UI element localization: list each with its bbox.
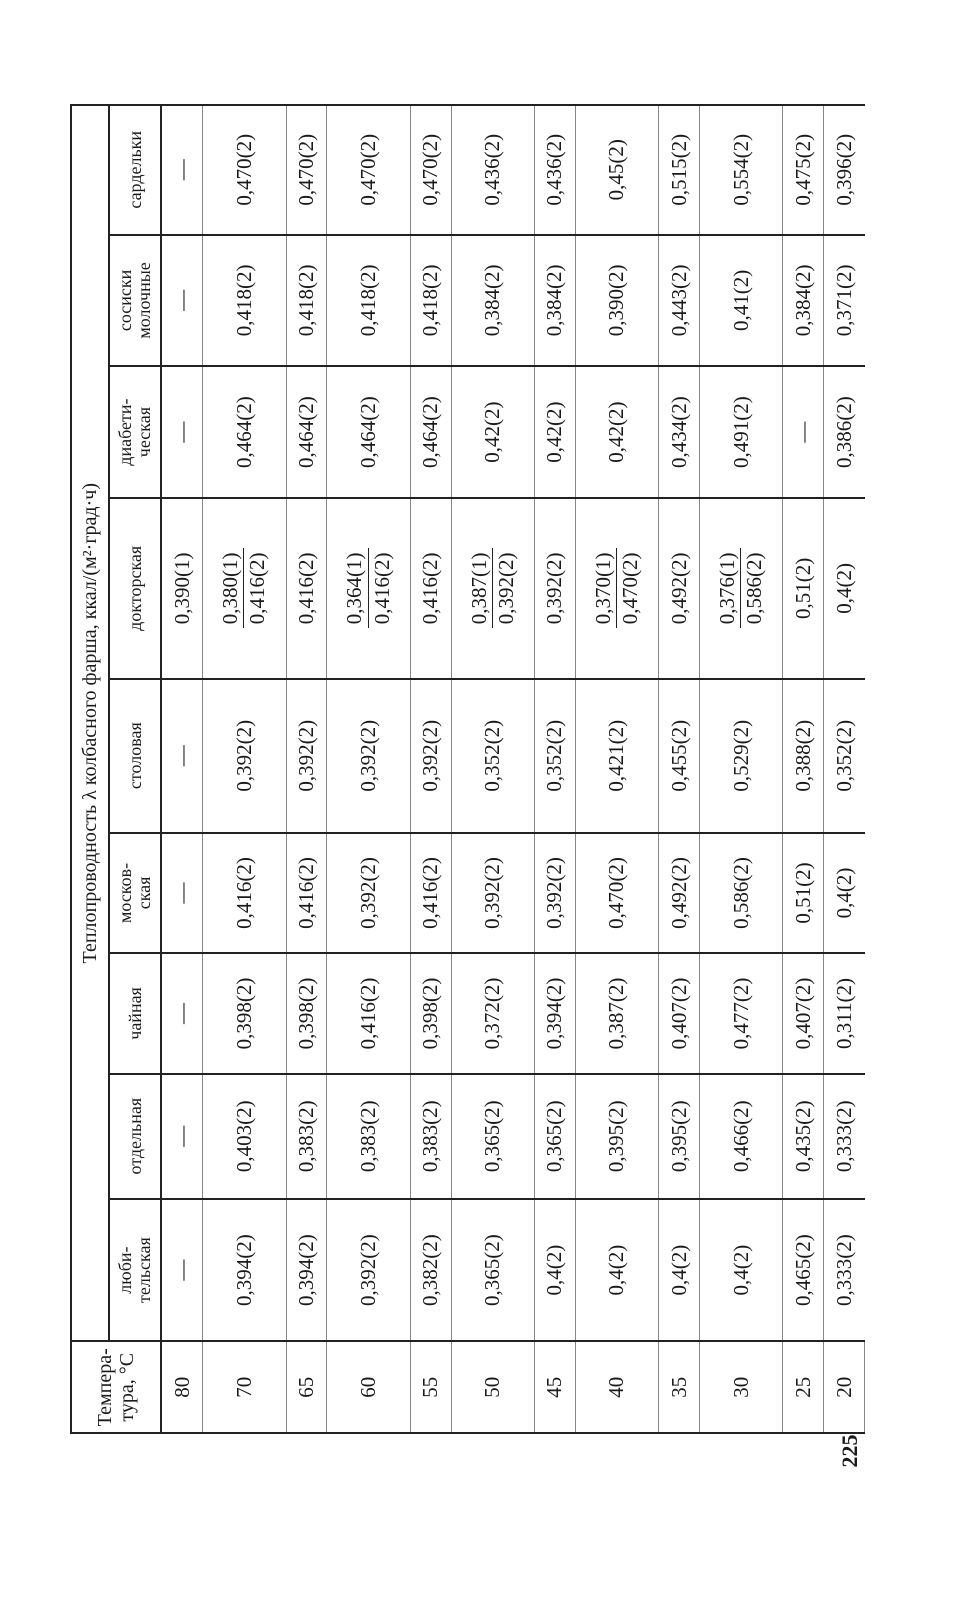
value-cell: 0,365(2) (451, 1199, 534, 1342)
fraction-value (218, 548, 269, 628)
value-cell: 0,403(2) (203, 1074, 286, 1199)
value-cell: 0,384(2) (451, 235, 534, 367)
value-cell: 0,421(2) (575, 679, 658, 833)
value-cell: 0,416(2) (410, 498, 451, 679)
table-row (659, 105, 700, 1433)
value-cell: 0,42(2) (534, 366, 575, 498)
value-cell: 0,390(1) (161, 498, 203, 679)
value-cell: 0,434(2) (659, 366, 700, 498)
value-cell: 0,384(2) (783, 235, 824, 367)
value-cell: 0,455(2) (659, 679, 700, 833)
temperature-cell: 30 (699, 1342, 782, 1434)
value-cell: 0,398(2) (286, 953, 327, 1074)
fraction-value (591, 548, 642, 628)
column-header: диабети- ческая (109, 366, 161, 498)
value-cell: 0,42(2) (575, 366, 658, 498)
value-cell: 0,418(2) (203, 235, 286, 367)
fraction-value (342, 548, 393, 628)
value-cell: 0,365(2) (534, 1074, 575, 1199)
value-cell: 0,392(2) (534, 498, 575, 679)
value-cell: 0,491(2) (699, 366, 782, 498)
value-cell: 0,392(2) (327, 833, 410, 954)
value-cell: 0,436(2) (534, 105, 575, 235)
value-cell: 0,382(2) (410, 1199, 451, 1342)
temperature-cell: 60 (327, 1342, 410, 1434)
value-cell: 0,398(2) (203, 953, 286, 1074)
temperature-cell: 40 (575, 1342, 658, 1434)
value-cell: 0,383(2) (286, 1074, 327, 1199)
value-cell: 0,470(2) (286, 105, 327, 235)
column-header: столовая (109, 679, 161, 833)
temperature-cell: 50 (451, 1342, 534, 1434)
value-cell: 0,4(2) (824, 498, 865, 679)
value-cell: 0,392(2) (327, 1199, 410, 1342)
value-cell: 0,398(2) (410, 953, 451, 1074)
value-cell: — (161, 366, 203, 498)
temperature-cell: 20 (824, 1342, 865, 1434)
value-cell: 0,395(2) (659, 1074, 700, 1199)
table-row (327, 105, 410, 1433)
value-cell: 0,384(2) (534, 235, 575, 367)
value-cell: 0,470(2) (327, 105, 410, 235)
value-cell: 0,392(2) (203, 679, 286, 833)
table-row (203, 105, 286, 1433)
value-cell: 0,416(2) (286, 498, 327, 679)
value-cell: 0,372(2) (451, 953, 534, 1074)
value-cell (575, 498, 658, 679)
fraction-numerator: 0,387(1) (467, 548, 493, 628)
table-row (534, 105, 575, 1433)
value-cell: 0,311(2) (824, 953, 865, 1074)
value-cell: 0,416(2) (203, 833, 286, 954)
value-cell: — (783, 366, 824, 498)
temperature-cell: 25 (783, 1342, 824, 1434)
value-cell: 0,418(2) (410, 235, 451, 367)
value-cell: 0,392(2) (327, 679, 410, 833)
value-cell: 0,492(2) (659, 498, 700, 679)
value-cell: 0,392(2) (451, 833, 534, 954)
fraction-denominator: 0,416(2) (369, 552, 394, 625)
temperature-cell: 45 (534, 1342, 575, 1434)
fraction-value (467, 548, 518, 628)
column-header: москов- ская (109, 833, 161, 954)
value-cell: 0,407(2) (783, 953, 824, 1074)
value-cell: 0,4(2) (699, 1199, 782, 1342)
temperature-cell: 80 (161, 1342, 203, 1434)
value-cell (327, 498, 410, 679)
column-header: сардельки (109, 105, 161, 235)
value-cell: 0,390(2) (575, 235, 658, 367)
value-cell: 0,4(2) (659, 1199, 700, 1342)
value-cell: 0,394(2) (286, 1199, 327, 1342)
value-cell (699, 498, 782, 679)
value-cell: 0,554(2) (699, 105, 782, 235)
fraction-denominator: 0,416(2) (245, 552, 270, 625)
column-header: отдельная (109, 1074, 161, 1199)
thermal-conductivity-table (70, 104, 865, 1434)
value-cell: 0,418(2) (327, 235, 410, 367)
table-row (783, 105, 824, 1433)
value-cell: 0,392(2) (286, 679, 327, 833)
value-cell: 0,436(2) (451, 105, 534, 235)
temperature-cell: 55 (410, 1342, 451, 1434)
value-cell: 0,416(2) (410, 833, 451, 954)
value-cell: 0,51(2) (783, 833, 824, 954)
table-row (410, 105, 451, 1433)
fraction-numerator: 0,380(1) (218, 548, 244, 628)
rotated-table-wrapper (70, 104, 865, 1434)
page-number: 225 (837, 1434, 862, 1468)
table-row (699, 105, 782, 1433)
value-cell: 0,383(2) (410, 1074, 451, 1199)
value-cell: 0,392(2) (534, 833, 575, 954)
column-header: люби- тельская (109, 1199, 161, 1342)
table-row (286, 105, 327, 1433)
value-cell: 0,392(2) (410, 679, 451, 833)
value-cell: 0,435(2) (783, 1074, 824, 1199)
value-cell (203, 498, 286, 679)
value-cell: 0,464(2) (286, 366, 327, 498)
value-cell: 0,470(2) (410, 105, 451, 235)
fraction-value (715, 548, 766, 628)
value-cell: 0,470(2) (203, 105, 286, 235)
fraction-numerator: 0,370(1) (591, 548, 617, 628)
temperature-cell: 35 (659, 1342, 700, 1434)
value-cell: 0,387(2) (575, 953, 658, 1074)
table-row (451, 105, 534, 1433)
value-cell: 0,395(2) (575, 1074, 658, 1199)
value-cell: 0,42(2) (451, 366, 534, 498)
column-header: докторская (109, 498, 161, 679)
value-cell: 0,407(2) (659, 953, 700, 1074)
value-cell: 0,470(2) (575, 833, 658, 954)
value-cell: 0,333(2) (824, 1074, 865, 1199)
value-cell: 0,443(2) (659, 235, 700, 367)
value-cell: — (161, 1199, 203, 1342)
value-cell: 0,464(2) (327, 366, 410, 498)
value-cell: 0,352(2) (534, 679, 575, 833)
table-row (824, 105, 865, 1433)
value-cell: 0,394(2) (203, 1199, 286, 1342)
temperature-cell: 70 (203, 1342, 286, 1434)
table-row (161, 105, 203, 1433)
temperature-cell: 65 (286, 1342, 327, 1434)
value-cell: 0,396(2) (824, 105, 865, 235)
value-cell: 0,386(2) (824, 366, 865, 498)
value-cell: 0,464(2) (203, 366, 286, 498)
value-cell: 0,333(2) (824, 1199, 865, 1342)
value-cell: 0,475(2) (783, 105, 824, 235)
value-cell: 0,416(2) (327, 953, 410, 1074)
fraction-numerator: 0,376(1) (715, 548, 741, 628)
value-cell: 0,4(2) (575, 1199, 658, 1342)
value-cell: — (161, 235, 203, 367)
header-temperature: Темпера- тура, °С (71, 1342, 161, 1434)
column-header: чайная (109, 953, 161, 1074)
fraction-denominator: 0,470(2) (617, 552, 642, 625)
fraction-denominator: 0,586(2) (742, 552, 767, 625)
value-cell: 0,371(2) (824, 235, 865, 367)
value-cell: 0,51(2) (783, 498, 824, 679)
value-cell: 0,41(2) (699, 235, 782, 367)
column-header: сосиски молочные (109, 235, 161, 367)
value-cell: 0,466(2) (699, 1074, 782, 1199)
value-cell: 0,394(2) (534, 953, 575, 1074)
value-cell: 0,492(2) (659, 833, 700, 954)
value-cell: — (161, 105, 203, 235)
value-cell: — (161, 833, 203, 954)
table-row (575, 105, 658, 1433)
value-cell: 0,4(2) (534, 1199, 575, 1342)
value-cell: — (161, 1074, 203, 1199)
value-cell: 0,45(2) (575, 105, 658, 235)
header-main: Теплопроводность λ колбасного фарша, ккал/(м²·град·ч) (71, 105, 109, 1342)
value-cell: 0,418(2) (286, 235, 327, 367)
fraction-numerator: 0,364(1) (342, 548, 368, 628)
value-cell: 0,477(2) (699, 953, 782, 1074)
value-cell: — (161, 953, 203, 1074)
value-cell: 0,388(2) (783, 679, 824, 833)
value-cell: 0,529(2) (699, 679, 782, 833)
value-cell: 0,515(2) (659, 105, 700, 235)
value-cell: 0,383(2) (327, 1074, 410, 1199)
value-cell (451, 498, 534, 679)
value-cell: 0,365(2) (451, 1074, 534, 1199)
value-cell: 0,352(2) (451, 679, 534, 833)
value-cell: 0,352(2) (824, 679, 865, 833)
value-cell: 0,465(2) (783, 1199, 824, 1342)
value-cell: 0,464(2) (410, 366, 451, 498)
value-cell: 0,586(2) (699, 833, 782, 954)
fraction-denominator: 0,392(2) (493, 552, 518, 625)
value-cell: — (161, 679, 203, 833)
value-cell: 0,416(2) (286, 833, 327, 954)
value-cell: 0,4(2) (824, 833, 865, 954)
